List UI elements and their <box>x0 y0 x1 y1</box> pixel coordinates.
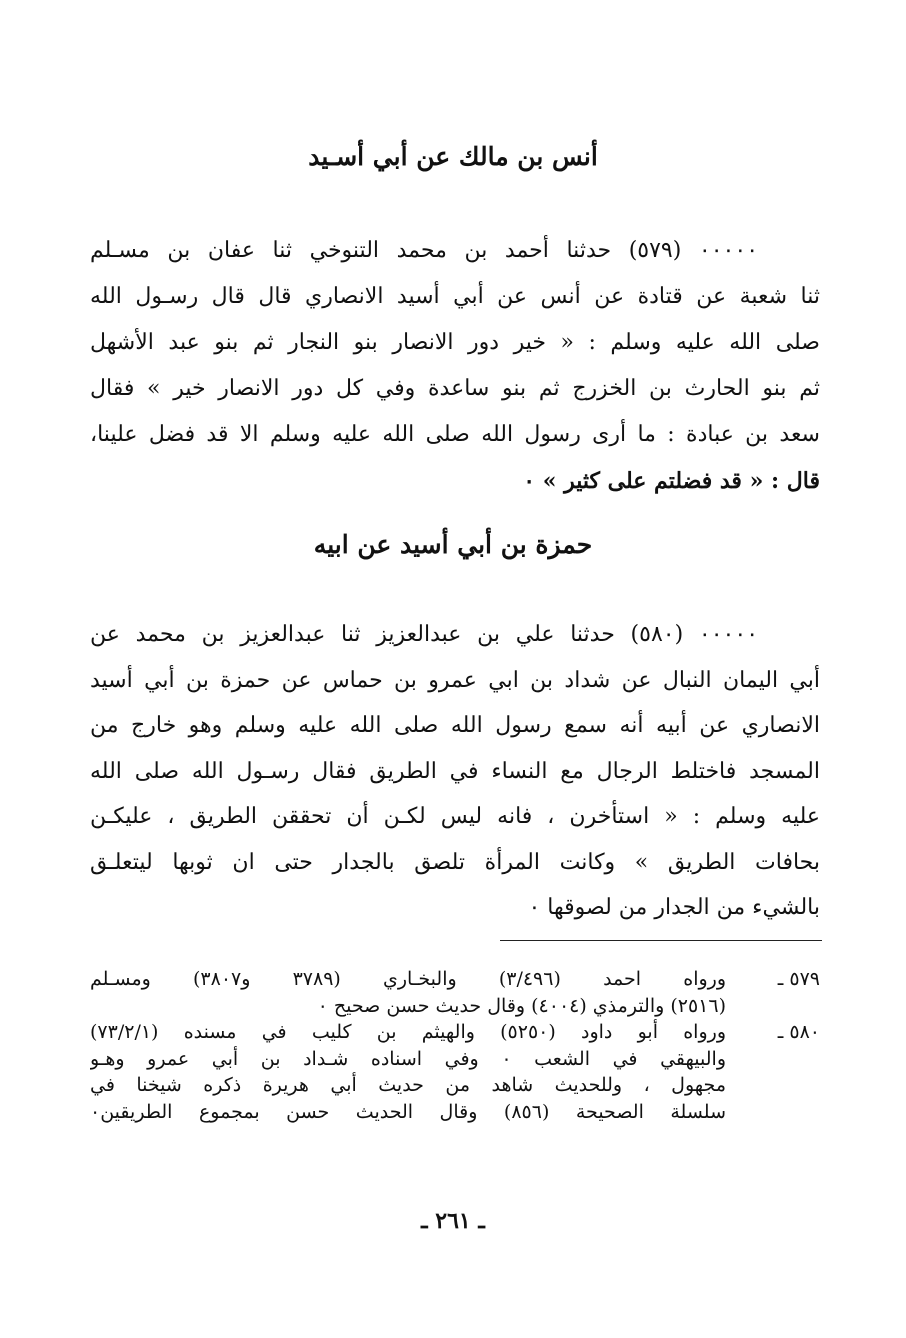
page-number: ـ ٢٦١ ـ <box>421 1208 485 1234</box>
hadith-579-line-5: سعد بن عبادة : ما أرى رسول الله صلى الله عليه وسلم الا قد فضل علينا، <box>90 422 820 447</box>
hadith-580-line-7: بالشيء من الجدار من لصوقها ٠ <box>528 895 820 920</box>
hadith-579 <box>90 228 820 504</box>
hadith-579-line-1: ٠٠٠٠٠ (٥٧٩) حدثنا أحمد بن محمد التنوخي ثنا عفان بن مسـلم <box>90 238 759 263</box>
footnote-line: (٢٥١٦) والترمذي (٤٠٠٤) وقال حديث حسن صحيح ٠ <box>317 994 726 1017</box>
footnote-579 <box>90 966 820 1019</box>
footnote-body <box>90 966 726 1019</box>
footnote-line: ورواه احمد (٣/٤٩٦) والبخـاري (٣٧٨٩ و٣٨٠٧) ومسـلم <box>90 968 726 990</box>
footnote-body <box>90 1019 726 1125</box>
hadith-579-line-2: ثنا شعبة عن قتادة عن أنس عن أبي أسيد الانصاري قال قال رسـول الله <box>90 284 820 309</box>
hadith-580-line-1: ٠٠٠٠٠ (٥٨٠) حدثنا علي بن عبدالعزيز ثنا عبدالعزيز بن محمد عن <box>90 622 759 647</box>
footnote-line: مجهول ، وللحديث شاهد من حديث أبي هريرة ذكره شيخنا في <box>90 1074 726 1096</box>
footnote-number: ٥٧٩ ـ <box>777 968 820 990</box>
section-heading-anas: أنس بن مالك عن أبي أسـيد <box>308 142 598 171</box>
footnote-580 <box>90 1019 820 1125</box>
hadith-579-line-4: ثم بنو الحارث بن الخزرج ثم بنو ساعدة وفي كل دور الانصار خير » فقال <box>90 376 820 401</box>
footnote-number: ٥٨٠ ـ <box>777 1021 820 1043</box>
hadith-580-line-3: الانصاري عن أبيه أنه سمع رسول الله صلى الله عليه وسلم وهو خارج من <box>90 713 820 738</box>
hadith-580 <box>90 612 820 931</box>
hadith-580-line-5: عليه وسلم : « استأخرن ، فانه ليس لكـن أن تحققن الطريق ، عليكـن <box>90 804 820 829</box>
footnote-separator <box>500 940 822 941</box>
footnote-line: سلسلة الصحيحة (٨٥٦) وقال الحديث حسن بمجموع الطريقين٠ <box>90 1100 726 1123</box>
hadith-579-line-3: صلى الله عليه وسلم : « خير دور الانصار بنو النجار ثم بنو عبد الأشهل <box>90 330 820 355</box>
footnote-line: ورواه أبو داود (٥٢٥٠) والهيثم بن كليب في مسنده (٧٣/٢/١) <box>90 1021 726 1043</box>
footnote-line: والبيهقي في الشعب ٠ وفي اسناده شـداد بن أبي عمرو وهـو <box>90 1047 726 1070</box>
hadith-579-line-6: قال : « قد فضلتم على كثير » ٠ <box>523 468 820 494</box>
hadith-580-line-2: أبي اليمان النبال عن شداد بن ابي عمرو بن حماس عن حمزة بن أبي أسيد <box>90 667 820 693</box>
section-heading-hamza: حمزة بن أبي أسيد عن ابيه <box>313 530 593 559</box>
hadith-580-line-6: بحافات الطريق » وكانت المرأة تلصق بالجدار حتى ان ثوبها ليتعلـق <box>90 849 820 875</box>
hadith-580-line-4: المسجد فاختلط الرجال مع النساء في الطريق فقال رسـول الله صلى الله <box>90 758 820 784</box>
footnotes <box>90 966 820 1125</box>
